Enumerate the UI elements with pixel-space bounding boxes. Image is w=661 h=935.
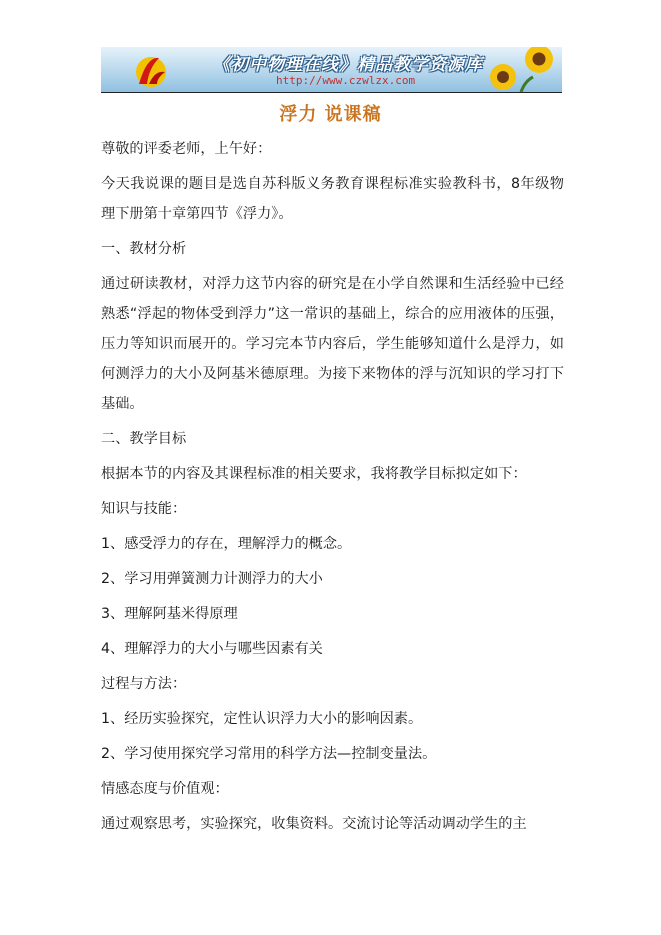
subheading: 知识与技能： — [101, 501, 187, 517]
banner-url: http://www.czwlzx.com — [276, 74, 416, 87]
sunflower-icon — [481, 47, 562, 92]
document-title: 浮力 说课稿 — [279, 104, 382, 125]
site-logo-icon — [129, 50, 173, 90]
header-rule — [101, 92, 562, 93]
list-item: 1、感受浮力的存在，理解浮力的概念。 — [101, 536, 352, 552]
section-heading: 一、教材分析 — [101, 241, 187, 257]
attitude-paragraph: 通过观察思考，实验探究，收集资料。交流讨论等活动调动学生的主 — [101, 816, 527, 832]
document-body — [101, 134, 564, 844]
header-banner — [101, 47, 562, 92]
list-item: 3、理解阿基米得原理 — [101, 606, 238, 622]
analysis-paragraph: 通过研读教材，对浮力这节内容的研究是在小学自然课和生活经验中已经熟悉“浮起的物体受到浮力”这一常识的基础上，综合的应用液体的压强，压力等知识而展开的。学习完本节内容后，学生能够知道什么是浮力，如何测浮力的大小及阿基米德原理。为接下来物体的浮与沉知识的学习打下基础。 — [101, 276, 564, 412]
section-heading: 二、教学目标 — [101, 431, 187, 447]
goals-intro: 根据本节的内容及其课程标准的相关要求，我将教学目标拟定如下： — [101, 466, 527, 482]
greeting: 尊敬的评委老师，上午好： — [101, 141, 272, 157]
list-item: 4、理解浮力的大小与哪些因素有关 — [101, 641, 323, 657]
subheading: 过程与方法： — [101, 676, 187, 692]
list-item: 1、经历实验探究，定性认识浮力大小的影响因素。 — [101, 711, 423, 727]
list-item: 2、学习用弹簧测力计测浮力的大小 — [101, 571, 323, 587]
list-item: 2、学习使用探究学习常用的科学方法—控制变量法。 — [101, 746, 437, 762]
subheading: 情感态度与价值观： — [101, 781, 229, 797]
banner-title: 《初中物理在线》精品教学资源库 — [213, 55, 483, 75]
intro-paragraph: 今天我说课的题目是选自苏科版义务教育课程标准实验教科书，8年级物理下册第十章第四节《浮力》。 — [101, 176, 564, 222]
